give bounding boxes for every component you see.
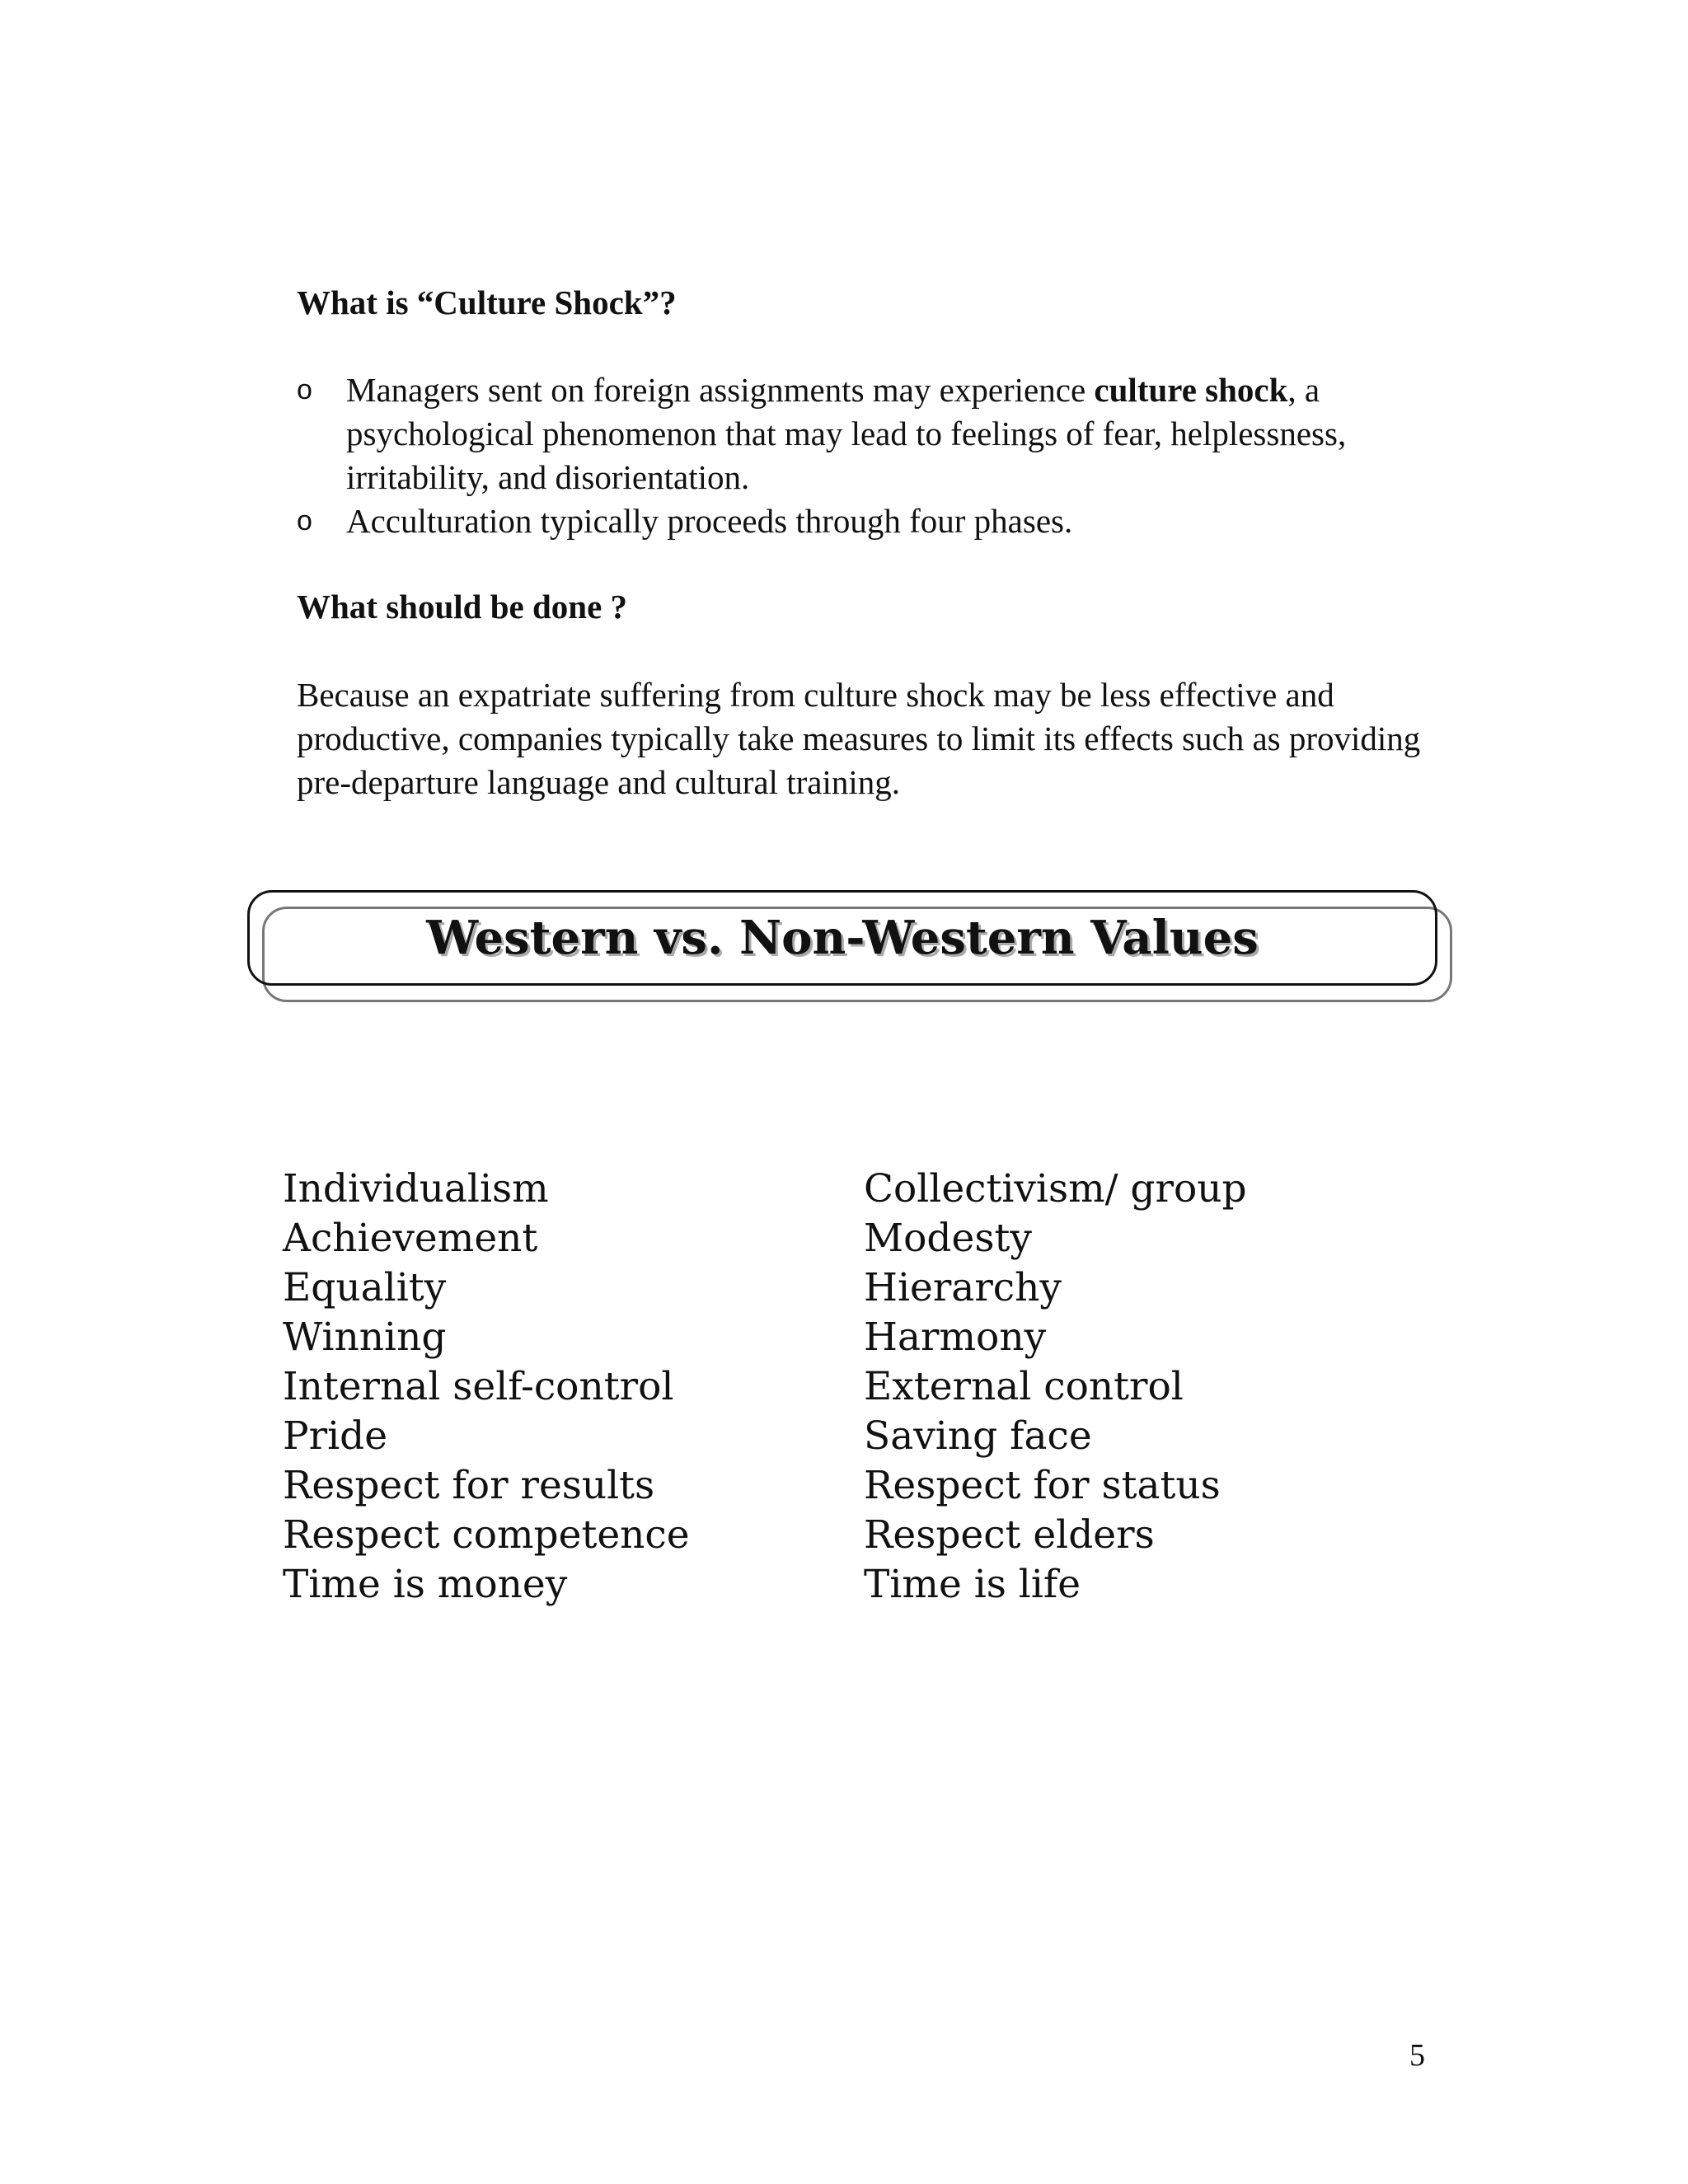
bullet-marker: o xyxy=(297,505,312,537)
page-number: 5 xyxy=(1409,2038,1425,2073)
what-should-be-done-heading: What should be done ? xyxy=(297,588,628,626)
western-value-item: Internal self-control xyxy=(283,1364,674,1409)
non-western-value-item: Saving face xyxy=(864,1413,1092,1459)
bullet-text: Acculturation typically proceeds through four phases. xyxy=(346,502,1073,540)
non-western-value-item: Time is life xyxy=(864,1562,1081,1607)
western-value-item: Time is money xyxy=(283,1562,568,1607)
non-western-value-item: Harmony xyxy=(864,1315,1047,1360)
non-western-value-item: Collectivism/ group xyxy=(864,1166,1247,1212)
non-western-value-item: Respect elders xyxy=(864,1512,1155,1558)
culture-shock-bullet-list xyxy=(297,368,1451,543)
non-western-value-item: Respect for status xyxy=(864,1463,1221,1508)
culture-shock-heading: What is “Culture Shock”? xyxy=(297,284,677,321)
non-western-value-item: Modesty xyxy=(864,1216,1032,1261)
bullet-item xyxy=(297,499,1451,543)
western-value-item: Winning xyxy=(283,1315,447,1360)
non-western-value-item: Hierarchy xyxy=(864,1265,1062,1310)
western-values-list xyxy=(283,1165,690,1610)
bullet-bold-term: culture shock xyxy=(1094,371,1288,409)
western-value-item: Respect competence xyxy=(283,1512,690,1558)
non-western-value-item: External control xyxy=(864,1364,1184,1409)
non-western-values-list xyxy=(864,1165,1247,1610)
bullet-text-continued: , a psychological phenomenon that may lead to feelings of fear, helplessness, irritability, and disorientation. xyxy=(346,371,1347,496)
western-value-item: Equality xyxy=(283,1265,447,1310)
western-value-item: Achievement xyxy=(283,1216,538,1261)
bullet-item xyxy=(297,368,1451,499)
western-value-item: Pride xyxy=(283,1413,388,1459)
banner-title: Western vs. Non-Western Values xyxy=(426,911,1259,965)
western-value-item: Respect for results xyxy=(283,1463,655,1508)
expatriate-paragraph: Because an expatriate suffering from culture shock may be less effective and productive, companies typically take measures to limit its effects such as providing pre-departure language and cultural training. xyxy=(297,676,1421,801)
western-value-item: Individualism xyxy=(283,1166,549,1212)
bullet-text: Managers sent on foreign assignments may experience xyxy=(346,371,1095,409)
bullet-marker: o xyxy=(297,374,312,405)
